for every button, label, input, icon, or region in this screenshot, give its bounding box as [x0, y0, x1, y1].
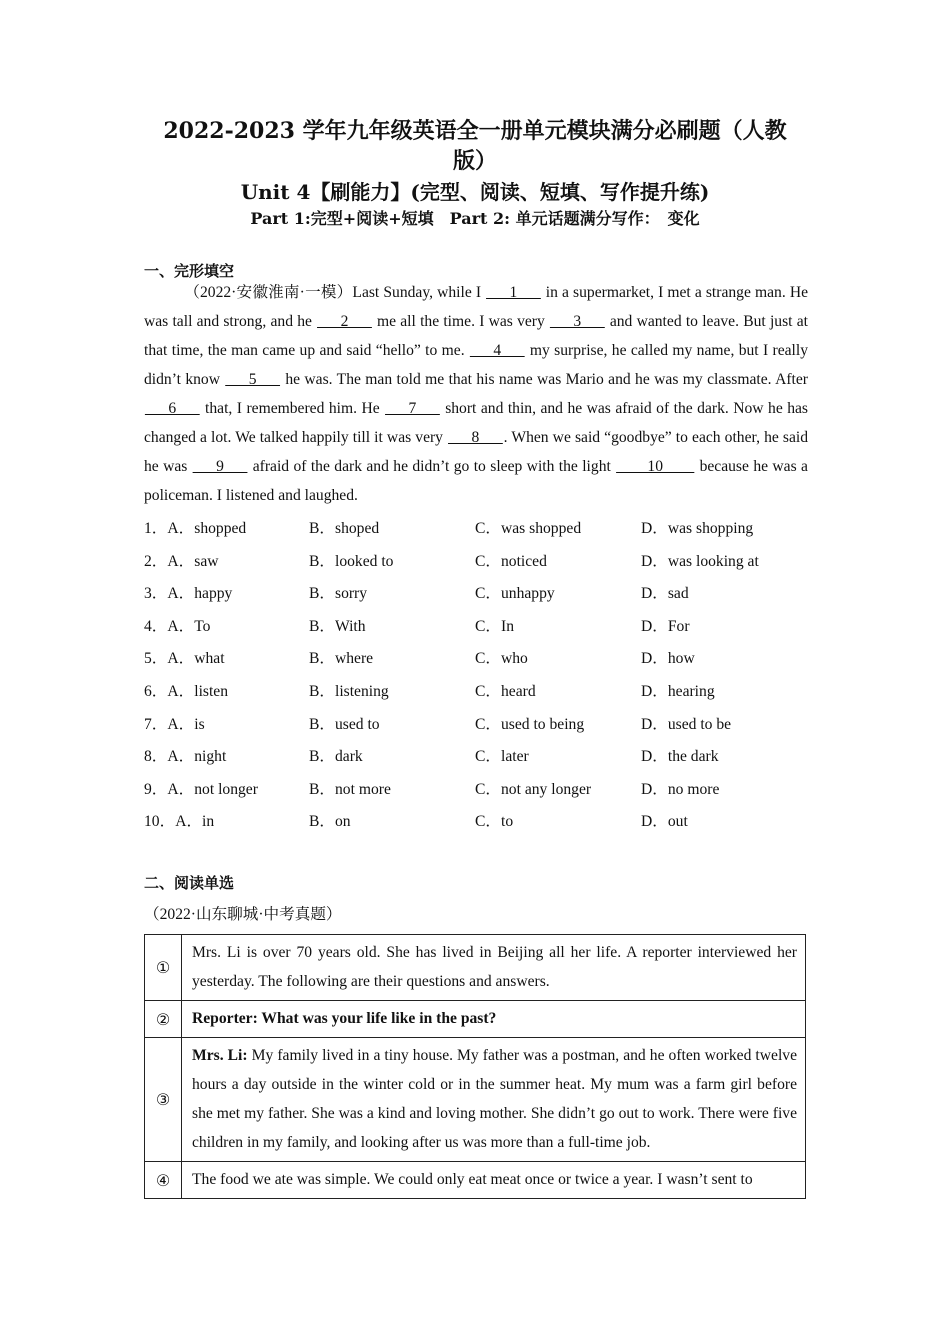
cloze-blank: ___3___ — [550, 313, 605, 330]
question-option-d: D．For — [641, 617, 690, 635]
question-row — [144, 512, 808, 545]
question-option-a: 5．A．what — [144, 650, 225, 668]
title-line-1: 2022-2023 学年九年级英语全一册单元模块满分必刷题（人教 — [163, 118, 787, 144]
reading-row — [145, 1001, 806, 1038]
cloze-blank: ____10____ — [616, 458, 695, 475]
speaker-label: Reporter: What was your life like in the past? — [192, 1010, 497, 1027]
paragraph-text — [182, 1162, 806, 1199]
cloze-passage — [144, 278, 808, 510]
section-2-heading: 二、阅读单选 — [144, 874, 235, 892]
cloze-source: （2022·安徽淮南·一模） — [184, 284, 353, 301]
cloze-blank: ___6___ — [145, 400, 200, 417]
passage-text: me all the time. I was very — [372, 313, 550, 330]
question-option-a: 3．A．happy — [144, 585, 233, 603]
question-row — [144, 610, 808, 643]
paragraph-body: Mrs. Li is over 70 years old. She has lived in Beijing all her life. A reporter interviewed her yesterday. The following are their questions and answers. — [192, 944, 797, 990]
reading-table — [144, 934, 806, 1199]
cloze-blank: ___1___ — [486, 284, 541, 301]
question-option-d: D．was looking at — [641, 552, 759, 570]
cloze-blank: ___9___ — [192, 458, 248, 475]
passage-text: and wanted to leave. But just at that time, the man came up and said “hello” to me. — [144, 313, 808, 359]
section-1-heading: 一、完形填空 — [144, 262, 235, 280]
question-option-c: C．used to being — [475, 715, 585, 733]
cloze-blank: ___4___ — [469, 342, 525, 359]
passage-text: Last Sunday, while I — [352, 284, 486, 301]
question-option-b: B．sorry — [309, 585, 368, 603]
question-option-c: C．to — [475, 813, 514, 831]
question-option-c: C．later — [475, 748, 529, 766]
passage-text: my surprise, he called my name, but I really didn’t know — [144, 342, 809, 388]
question-option-b: B．With — [309, 617, 366, 635]
passage-text: he was. The man told me that his name was Mario and he was my classmate. After — [280, 371, 808, 388]
question-option-d: D．no more — [641, 780, 720, 798]
question-option-d: D．used to be — [641, 715, 732, 733]
question-option-b: B．where — [309, 650, 374, 668]
question-option-a: 7．A．is — [144, 715, 205, 733]
paragraph-number: ② — [145, 1001, 182, 1038]
question-option-a: 1．A．shopped — [144, 520, 247, 537]
paragraph-number: ① — [145, 935, 182, 1001]
question-option-b: B．dark — [309, 748, 363, 766]
question-option-a: 9．A．not longer — [144, 780, 258, 798]
speaker-label: Mrs. Li: — [192, 1047, 248, 1064]
reading-row — [145, 935, 806, 1001]
passage-text: that, I remembered him. He — [200, 400, 385, 417]
question-option-a: 6．A．listen — [144, 682, 229, 700]
question-row — [144, 708, 808, 741]
question-option-b: B．shoped — [309, 520, 380, 537]
question-option-b: B．not more — [309, 780, 391, 798]
title-line-1b: 版） — [452, 148, 497, 174]
question-option-c: C．In — [475, 617, 514, 635]
question-option-a: 8．A．night — [144, 748, 227, 766]
passage-text: because he was a policeman. I listened and laughed. — [144, 458, 808, 504]
cloze-blank: ___8___ — [448, 429, 503, 446]
question-option-c: C．unhappy — [475, 585, 555, 603]
question-option-c: C．not any longer — [475, 780, 592, 798]
question-row — [144, 577, 808, 610]
cloze-blank: ___2___ — [317, 313, 372, 330]
reading-row — [145, 1162, 806, 1199]
question-option-b: B．looked to — [309, 552, 394, 570]
passage-text: short and thin, and he was afraid of the dark. Now he has changed a lot. We talked happily till it was very — [144, 400, 808, 446]
reading-source: （2022·山东聊城·中考真题） — [144, 906, 342, 923]
reading-row — [145, 1038, 806, 1162]
question-option-d: D．how — [641, 650, 695, 668]
paragraph-text — [182, 1001, 806, 1038]
question-row — [144, 545, 808, 578]
question-option-a: 10．A．in — [144, 813, 215, 831]
passage-text: afraid of the dark and he didn’t go to sleep with the light — [248, 458, 616, 475]
question-option-d: D．hearing — [641, 682, 715, 700]
question-option-b: B．listening — [309, 682, 389, 700]
question-option-d: D．the dark — [641, 748, 719, 766]
question-option-d: D．sad — [641, 585, 689, 603]
question-row — [144, 675, 808, 708]
question-option-a: 2．A．saw — [144, 552, 219, 570]
question-option-c: C．was shopped — [475, 520, 582, 537]
paragraph-text — [182, 935, 806, 1001]
paragraph-text — [182, 1038, 806, 1162]
question-row — [144, 642, 808, 675]
cloze-blank: ___5___ — [225, 371, 280, 388]
question-option-d: D．out — [641, 813, 688, 831]
cloze-options — [144, 512, 808, 838]
question-option-d: D．was shopping — [641, 520, 754, 537]
cloze-passage-body — [144, 284, 808, 504]
paragraph-body: My family lived in a tiny house. My father was a postman, and he often worked twelve hours a day outside in the winter cold or in the summer heat. My mum was a farm girl before she met my father. She was a kind and loving mother. She didn’t go out to work. There were five children in my family, and looking after us was more than a full-time job. — [192, 1047, 797, 1151]
question-row — [144, 805, 808, 838]
question-option-b: B．on — [309, 813, 351, 831]
part-subtitle: Part 1:完型+阅读+短填 Part 2: 单元话题满分写作： 变化 — [250, 209, 700, 228]
question-option-c: C．noticed — [475, 552, 547, 570]
question-option-c: C．heard — [475, 682, 536, 700]
question-option-c: C．who — [475, 650, 528, 668]
paragraph-number: ③ — [145, 1038, 182, 1162]
cloze-blank: ___7___ — [385, 400, 440, 417]
unit-title: Unit 4【刷能力】(完型、阅读、短填、写作提升练) — [240, 180, 710, 204]
question-row — [144, 773, 808, 806]
paragraph-number: ④ — [145, 1162, 182, 1199]
question-row — [144, 740, 808, 773]
question-option-b: B．used to — [309, 715, 380, 733]
paragraph-body: The food we ate was simple. We could only eat meat once or twice a year. I wasn’t sent to — [192, 1171, 753, 1188]
passage-text: in a supermarket, I met a strange man. He was tall and strong, and he — [144, 284, 808, 330]
question-option-a: 4．A．To — [144, 617, 211, 635]
document-title — [140, 116, 810, 176]
passage-text: . When we said “goodbye” to each other, he said he was — [144, 429, 809, 475]
